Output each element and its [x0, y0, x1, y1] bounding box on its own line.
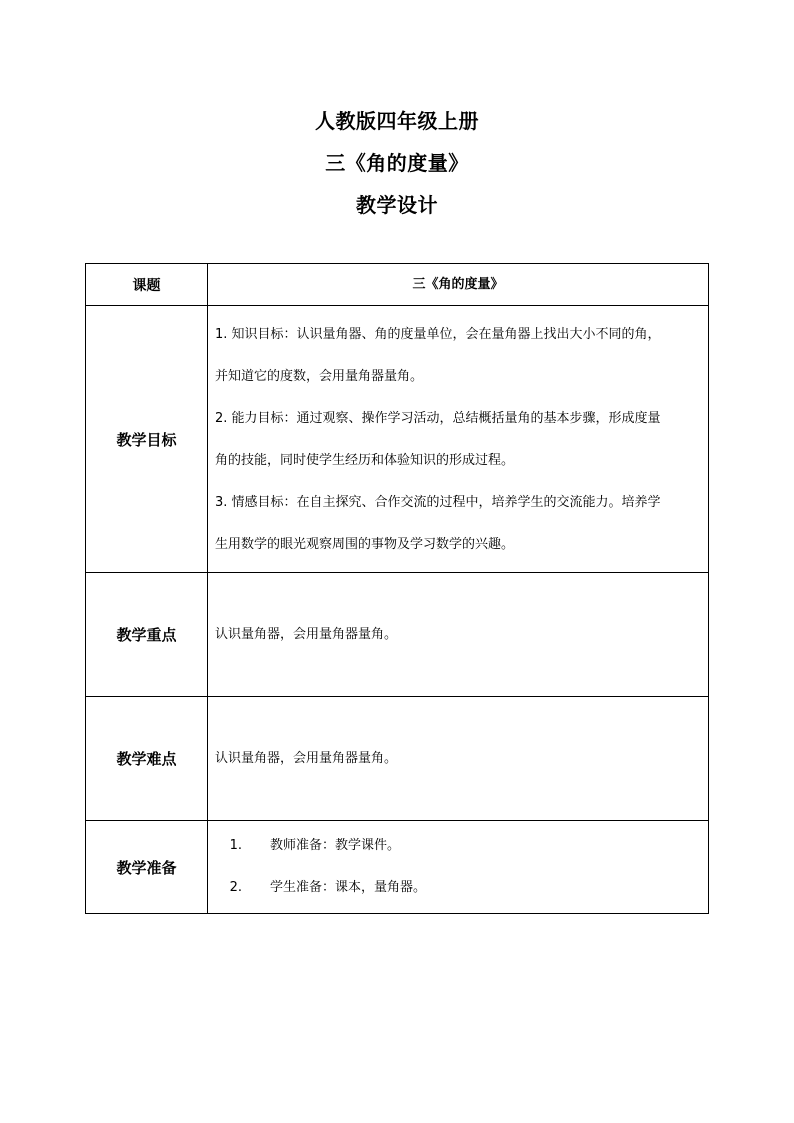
row-topic: [86, 264, 709, 306]
goal-line: 2. 能力目标：通过观察、操作学习活动，总结概括量角的基本步骤，形成度量: [215, 411, 661, 426]
row-preparation: [86, 821, 709, 914]
title-line-3: 教学设计: [356, 193, 438, 217]
goals-cell: [208, 306, 709, 573]
difficulty-cell: [208, 697, 709, 821]
key-value: 认识量角器，会用量角器量角。: [215, 627, 398, 642]
difficulty-label: 教学难点: [86, 697, 208, 821]
row-goals: [86, 306, 709, 573]
prep-item-text: 教师准备：教学课件。: [270, 838, 401, 853]
prep-item-number: 1.: [229, 838, 242, 853]
goal-line: 3. 情感目标：在自主探究、合作交流的过程中，培养学生的交流能力。培养学: [215, 495, 661, 510]
prep-label: 教学准备: [86, 821, 208, 914]
topic-value: 三《角的度量》: [208, 264, 709, 306]
row-key-points: [86, 573, 709, 697]
goal-line: 角的技能，同时使学生经历和体验知识的形成过程。: [215, 453, 515, 468]
goals-label: 教学目标: [86, 306, 208, 573]
prep-item-text: 学生准备：课本，量角器。: [270, 880, 427, 895]
title-line-1: 人教版四年级上册: [315, 109, 479, 133]
difficulty-value: 认识量角器，会用量角器量角。: [215, 751, 398, 766]
key-label: 教学重点: [86, 573, 208, 697]
document-header: [0, 100, 794, 226]
prep-cell: [208, 821, 709, 914]
prep-item: [208, 825, 708, 867]
prep-item-number: 2.: [229, 880, 242, 895]
goal-line: 并知道它的度数，会用量角器量角。: [215, 369, 424, 384]
row-difficulty: [86, 697, 709, 821]
lesson-plan-table: [85, 263, 709, 914]
goal-line: 生用数学的眼光观察周围的事物及学习数学的兴趣。: [215, 537, 515, 552]
title-line-2: 三《角的度量》: [325, 151, 469, 175]
key-cell: [208, 573, 709, 697]
topic-label: 课题: [86, 264, 208, 306]
goal-line: 1. 知识目标：认识量角器、角的度量单位，会在量角器上找出大小不同的角，: [215, 327, 661, 342]
prep-item: [208, 867, 708, 909]
